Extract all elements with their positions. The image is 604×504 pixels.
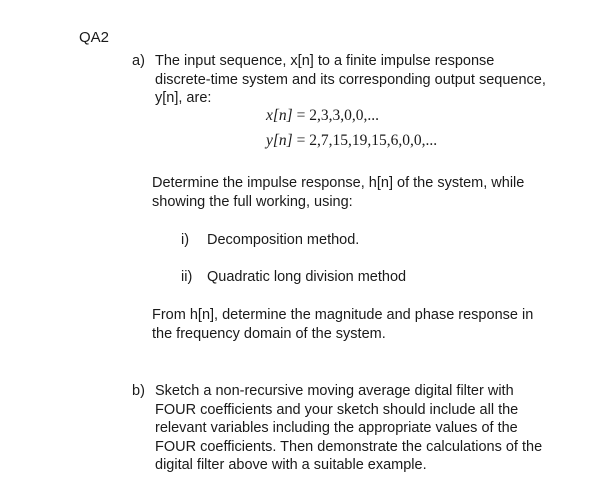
part-b-line: Sketch a non-recursive moving average digital filter with	[155, 383, 514, 399]
instruction-line: Determine the impulse response, h[n] of the system, while	[152, 175, 525, 191]
part-b-body	[155, 382, 600, 475]
part-a-intro	[155, 52, 600, 108]
part-b-line: FOUR coefficients and your sketch should include all the	[155, 401, 519, 418]
followup-line: the frequency domain of the system.	[152, 325, 386, 342]
method-number: ii)	[181, 269, 193, 285]
equation-output-sequence	[266, 131, 437, 151]
part-b-label: b)	[132, 383, 145, 399]
equation-input-sequence	[266, 106, 379, 126]
followup-line: From h[n], determine the magnitude and phase response in	[152, 307, 534, 323]
question-title: QA2	[79, 29, 110, 46]
part-b-line: relevant variables including the appropriate values of the	[155, 420, 518, 436]
part-a-intro-line: y[n], are:	[155, 90, 212, 106]
part-a-intro-line: The input sequence, x[n] to a finite impulse response	[155, 53, 495, 69]
equation-rhs: = 2,7,15,19,15,6,0,0,...	[296, 132, 438, 149]
part-b-line: digital filter above with a suitable example.	[155, 457, 427, 473]
method-item-long-division	[181, 268, 406, 287]
part-a-instruction	[152, 174, 597, 211]
method-number: i)	[181, 232, 190, 248]
part-a-intro-line: discrete-time system and its corresponding output sequence,	[155, 71, 546, 88]
part-a-followup	[152, 306, 597, 343]
part-a-label: a)	[132, 53, 145, 69]
method-item-decomposition	[181, 231, 359, 250]
method-text: Decomposition method.	[207, 232, 360, 248]
equation-rhs: = 2,3,3,0,0,...	[296, 107, 379, 124]
equation-lhs: x[n]	[266, 107, 293, 124]
equation-lhs: y[n]	[266, 132, 293, 149]
method-text: Quadratic long division method	[207, 269, 407, 285]
part-b-line: FOUR coefficients. Then demonstrate the calculations of the	[155, 438, 543, 455]
instruction-line: showing the full working, using:	[152, 193, 353, 210]
